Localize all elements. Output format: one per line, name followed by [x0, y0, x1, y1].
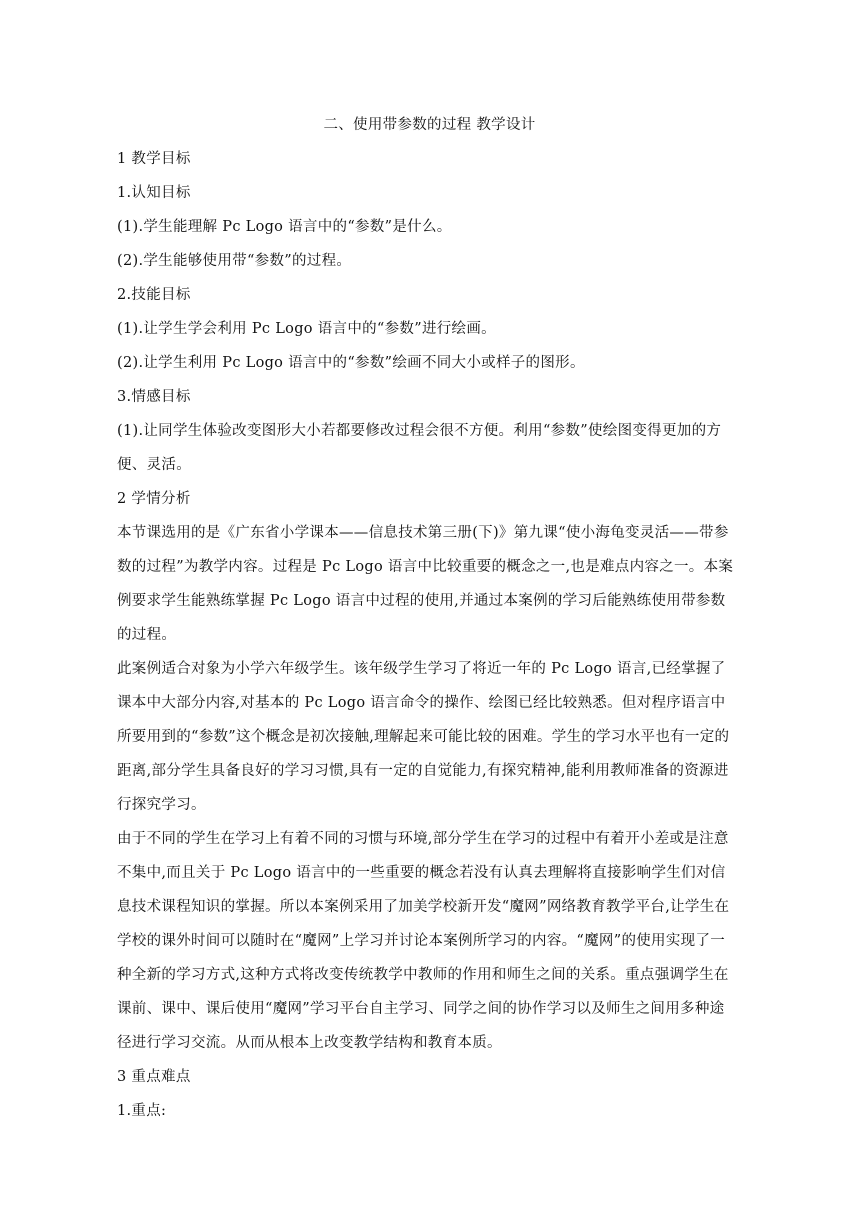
list-item: (1).学生能理解 Pc Logo 语言中的“参数”是什么。 [117, 219, 452, 235]
list-item: (1).让学生学会利用 Pc Logo 语言中的“参数”进行绘画。 [117, 321, 496, 337]
subheading-emotional-goals: 3.情感目标 [117, 389, 191, 405]
page-title: 二、使用带参数的过程 教学设计 [323, 117, 536, 133]
heading-learner-analysis: 2 学情分析 [117, 491, 191, 507]
list-item: (1).让同学生体验改变图形大小若都要修改过程会很不方便。利用“参数”使绘图变得更加的方便、灵活。 [117, 423, 722, 473]
list-item: (2).让学生利用 Pc Logo 语言中的“参数”绘画不同大小或样子的图形。 [117, 355, 585, 371]
body-paragraph: 此案例适合对象为小学六年级学生。该年级学生学习了将近一年的 Pc Logo 语言,已经掌握了课本中大部分内容,对基本的 Pc Logo 语言命令的操作、绘图已经比较熟悉。但对程序语言中所要用到的“参数”这个概念是初次接触,理解起来可能比较的困难。学生的学习水平也有一定的距离,部分学生具备良好的学习习惯,具有一定的自觉能力,有探究精神,能利用教师准备的资源进行探究学习。 [117, 661, 730, 813]
subheading-skill-goals: 2.技能目标 [117, 287, 191, 303]
heading-key-difficulties: 3 重点难点 [117, 1069, 191, 1085]
heading-teaching-goals: 1 教学目标 [117, 151, 191, 167]
body-paragraph: 本节课选用的是《广东省小学课本——信息技术第三册(下)》第九课“使小海龟变灵活——带参数的过程”为教学内容。过程是 Pc Logo 语言中比较重要的概念之一,也是难点内容之一。本案例要求学生能熟练掌握 Pc Logo 语言中过程的使用,并通过本案例的学习后能熟练使用带参数的过程。 [117, 525, 734, 643]
body-paragraph: 由于不同的学生在学习上有着不同的习惯与环境,部分学生在学习的过程中有着开小差或是注意不集中,而且关于 Pc Logo 语言中的一些重要的概念若没有认真去理解将直接影响学生们对信息技术课程知识的掌握。所以本案例采用了加美学校新开发“魔网”网络教育教学平台,让学生在学校的课外时间可以随时在“魔网”上学习并讨论本案例所学习的内容。“魔网”的使用实现了一种全新的学习方式,这种方式将改变传统教学中教师的作用和师生之间的关系。重点强调学生在课前、课中、课后使用“魔网”学习平台自主学习、同学之间的协作学习以及师生之间用多种途径进行学习交流。从而从根本上改变教学结构和教育本质。 [117, 831, 730, 1051]
subheading-cognitive-goals: 1.认知目标 [117, 185, 191, 201]
subheading-key-points: 1.重点: [117, 1103, 167, 1119]
list-item: (2).学生能够使用带“参数”的过程。 [117, 253, 352, 269]
